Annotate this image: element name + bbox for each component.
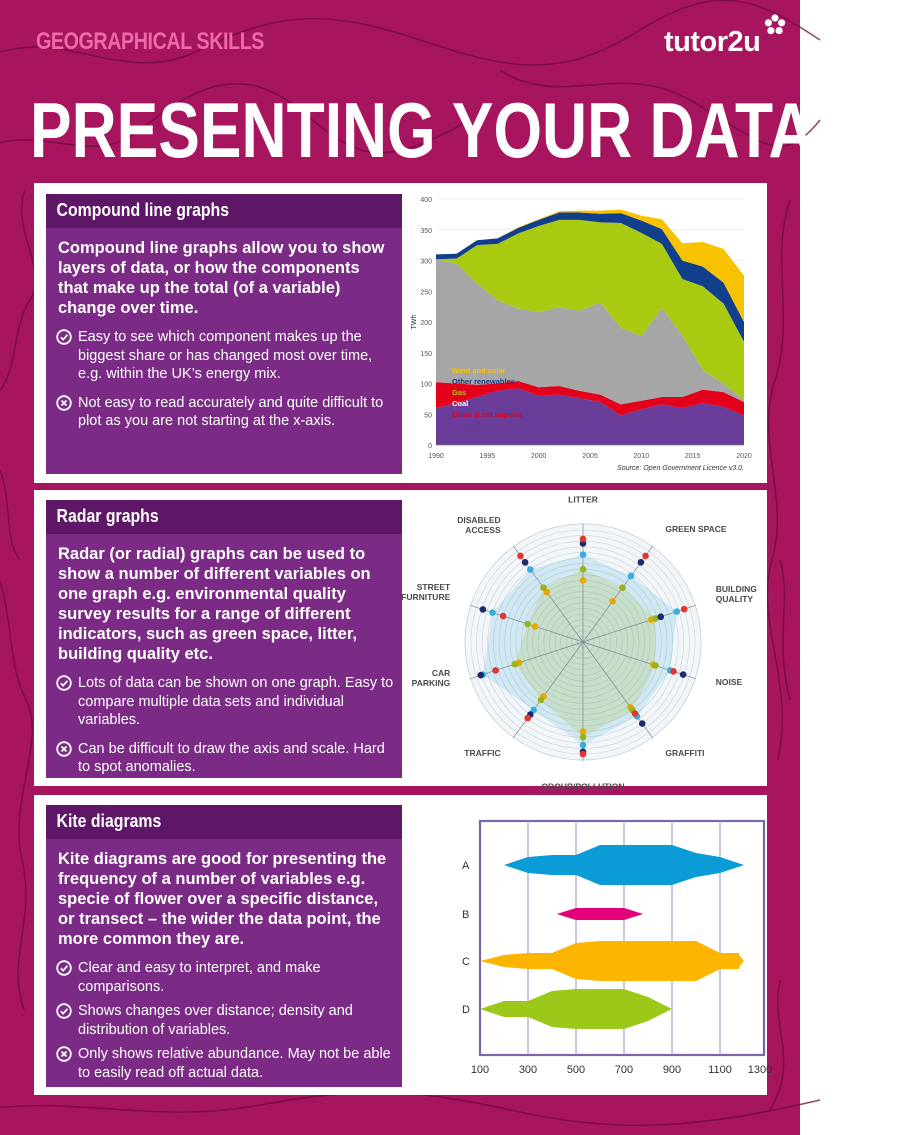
radar-point (489, 609, 496, 616)
panel-kite-diagrams (34, 795, 773, 1095)
bullet-text: Not easy to read accurately and quite difficult to plot as you are not starting at the x-axis. (78, 394, 384, 429)
y-tick-label: 100 (420, 381, 432, 389)
radar-axis-label: DISABLED ACCESS (457, 515, 501, 536)
bullet-text: Only shows relative abundance. May not be able to easily read off actual data. (78, 1046, 391, 1081)
radar-axis-label: GRAFFITI (665, 747, 705, 758)
bullet-point (78, 674, 394, 730)
flower-icon (764, 14, 786, 36)
kite-category-label: C (462, 956, 470, 968)
x-tick-label: 1995 (479, 453, 496, 460)
bullet-point (78, 959, 394, 996)
radar-point (512, 661, 519, 668)
section-heading-bar (46, 194, 402, 228)
radar-point (619, 584, 626, 591)
y-tick-label: 150 (420, 350, 432, 358)
radar-point (580, 734, 587, 741)
radar-point (580, 566, 587, 573)
bullet-text: Can be difficult to draw the axis and scale. Hard to spot anomalies. (78, 740, 385, 775)
radar-point (580, 577, 587, 584)
panel-radar-graphs (34, 490, 767, 792)
radar-point (628, 573, 635, 580)
y-axis-label: TWh (411, 314, 418, 330)
radar-axis-label: ODOUR/POLLUTION (541, 781, 625, 792)
radar-point (680, 671, 687, 678)
y-tick-label: 0 (428, 443, 432, 450)
bullet-point (78, 1045, 394, 1082)
info-box (46, 500, 402, 778)
kite-category-label: A (462, 860, 470, 872)
section-heading: Compound line graphs (56, 200, 230, 220)
y-tick-label: 350 (420, 227, 432, 235)
kite-series (480, 941, 744, 981)
radar-point (642, 553, 649, 560)
section-heading-bar (46, 500, 402, 534)
x-tick-label: 1100 (708, 1064, 732, 1076)
radar-point (639, 720, 646, 727)
legend-entry: Other & net imports (452, 410, 523, 419)
legend-entry: Nuclear (452, 421, 480, 430)
y-tick-label: 250 (420, 289, 432, 297)
kite-series (557, 908, 643, 920)
brand-logo: tutor2u (664, 26, 761, 58)
section-heading: Radar graphs (56, 506, 159, 526)
radar-point (524, 621, 531, 628)
info-box (46, 805, 402, 1087)
radar-axis-label: CAR PARKING (411, 668, 451, 689)
x-tick-label: 1990 (428, 453, 444, 460)
x-tick-label: 2000 (530, 453, 547, 460)
cross-circle-icon (56, 741, 72, 757)
y-tick-label: 200 (420, 320, 432, 327)
x-tick-label: 2020 (736, 453, 752, 460)
radar-axis-label: GREEN SPACE (665, 524, 727, 535)
radar-point (500, 613, 507, 620)
radar-point (657, 613, 664, 620)
x-tick-label: 900 (662, 1064, 682, 1076)
radar-point (580, 551, 587, 558)
check-circle-icon (56, 329, 72, 345)
check-circle-icon (56, 675, 72, 691)
bullet-text: Easy to see which component makes up the biggest share or has changed most over time, e.g. within the UK’s energy mix. (78, 329, 373, 382)
kite-series (480, 989, 672, 1029)
cross-circle-icon (56, 1046, 72, 1062)
radar-point (540, 584, 547, 591)
radar-point (638, 559, 645, 566)
radar-point (532, 623, 539, 630)
bullet-point (78, 740, 394, 777)
y-tick-label: 50 (424, 412, 432, 420)
x-tick-label: 2015 (684, 453, 701, 460)
radar-point (492, 667, 499, 674)
radar-point (538, 697, 545, 704)
radar-point (670, 668, 677, 675)
x-tick-label: 300 (518, 1064, 538, 1076)
radar-point (673, 608, 680, 615)
legend-entry: Other renewables (452, 377, 515, 386)
kite-diagram (414, 803, 773, 1089)
x-tick-label: 2010 (633, 453, 650, 460)
bullet-text: Clear and easy to interpret, and make comparisons. (78, 960, 321, 995)
radar-axis-label: LITTER (568, 494, 598, 505)
radar-point (681, 606, 688, 613)
kite-series (504, 845, 744, 885)
y-tick-label: 400 (420, 197, 432, 204)
radar-point (527, 566, 534, 573)
section-lead: Kite diagrams are good for presenting the frequency of a number of variables e.g. specie of flower over a specific distance, or transect – the wider the data point, the more common they are. (58, 850, 387, 948)
check-circle-icon (56, 960, 72, 976)
y-tick-label: 300 (420, 258, 432, 266)
radar-point (580, 742, 587, 749)
bullet-text: Lots of data can be shown on one graph. Easy to compare multiple data sets and individual variables. (78, 675, 394, 728)
radar-axis-label: BUILDING QUALITY (715, 583, 757, 604)
check-circle-icon (56, 1003, 72, 1019)
legend-entry: Gas (452, 388, 467, 397)
section-kicker: GEOGRAPHICAL SKILLS (36, 28, 265, 55)
x-tick-label: 700 (614, 1064, 634, 1076)
x-tick-label: 100 (470, 1064, 490, 1076)
kite-category-label: D (462, 1004, 470, 1016)
radar-point (517, 553, 524, 560)
cross-circle-icon (56, 395, 72, 411)
info-box (46, 194, 402, 474)
section-heading: Kite diagrams (56, 811, 162, 831)
panel-compound-line-graphs (34, 183, 767, 483)
section-lead: Compound line graphs allow you to show layers of data, or how the components that make up the total (of a variable) change over time. (58, 239, 385, 317)
bullet-point (78, 394, 394, 431)
radar-point (580, 751, 587, 758)
page-title: PRESENTING YOUR DATA (3) (30, 86, 905, 174)
source-note: Source: Open Government Licence v3.0. (617, 465, 744, 472)
radar-point (609, 598, 616, 605)
radar-point (652, 662, 659, 669)
x-tick-label: 1300 (747, 1064, 773, 1076)
section-heading-bar (46, 805, 402, 839)
x-tick-label: 500 (566, 1064, 586, 1076)
kite-category-label: B (462, 909, 470, 921)
radar-axis-label: NOISE (715, 677, 743, 688)
section-lead: Radar (or radial) graphs can be used to show a number of different variables on one graph e.g. environmental quality survey results for a range of different indicators, such as green space, litter, building quality etc. (58, 545, 371, 663)
x-tick-label: 2005 (582, 453, 598, 460)
compound-line-chart (406, 189, 762, 479)
radar-point (524, 715, 531, 722)
bullet-point (78, 328, 394, 384)
legend-entry: Wind and solar (452, 366, 506, 375)
radar-point (477, 672, 484, 679)
bullet-point (78, 1002, 394, 1039)
radar-point (632, 710, 639, 717)
radar-point (522, 559, 529, 566)
radar-chart (401, 494, 759, 792)
radar-point (580, 536, 587, 543)
radar-axis-label: TRAFFIC (464, 747, 501, 758)
legend-entry: Coal (452, 399, 469, 408)
bullet-text: Shows changes over distance; density and distribution of variables. (78, 1003, 353, 1038)
radar-point (480, 606, 487, 613)
radar-axis-label: STREET FURNITURE (401, 581, 451, 602)
